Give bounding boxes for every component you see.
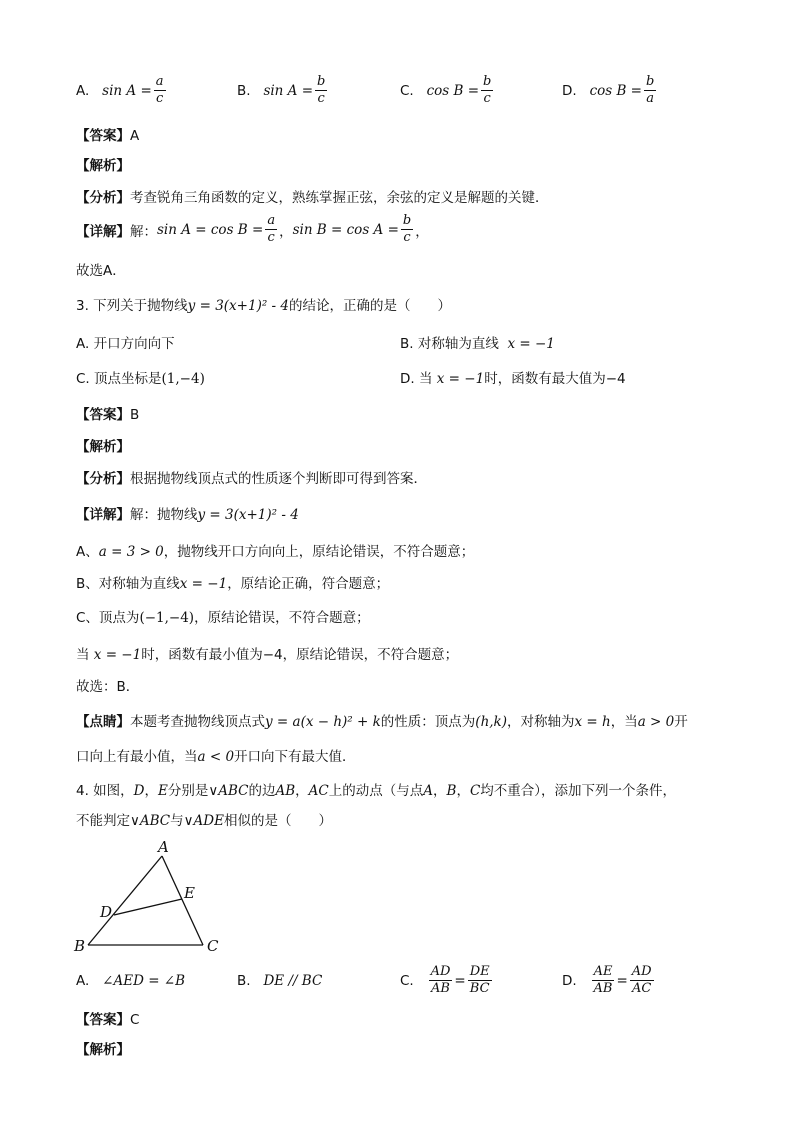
stem-text: ， [295, 783, 309, 799]
line-text: C、顶点为 [76, 610, 140, 626]
line-text: B、对称轴为直线 [76, 576, 180, 592]
stem-text: 上的动点（与点 [328, 783, 424, 799]
q4-stem-2 [76, 811, 332, 831]
q3-option-c [76, 369, 205, 389]
stem-text: ， [433, 783, 447, 799]
q3-stem [76, 296, 451, 316]
option-letter: C. [400, 82, 414, 99]
analysis-tag: 【解析】 [76, 1042, 130, 1058]
formula: a > 0 [637, 714, 675, 730]
fraction [468, 965, 492, 996]
label-b: B [74, 937, 86, 955]
fraction [265, 214, 277, 245]
fraction [315, 75, 327, 106]
option-text: B. 对称轴为直线 [400, 336, 499, 352]
xiangjie-prefix: 解： [130, 223, 157, 240]
label-e: E [184, 884, 195, 902]
dianjing-text: 口向上有最小值，当 [76, 749, 198, 765]
stem-text: 均不重合），添加下列一个条件， [480, 783, 677, 799]
q4-option-d [562, 965, 656, 996]
stem-text: 的边 [248, 783, 276, 799]
fenxi-tag: 【分析】 [76, 471, 130, 487]
numerator: AD [430, 964, 451, 979]
equals-sign: = [454, 972, 466, 989]
line-text: A、 [76, 544, 99, 560]
q2-option-d [562, 75, 658, 106]
q2-xiangjie [76, 214, 429, 245]
q2-option-c [400, 75, 495, 106]
dianjing-text: 本题考查抛物线顶点式 [130, 714, 265, 730]
q4-stem-1 [76, 781, 676, 801]
formula: D [133, 783, 145, 799]
fenxi-text: 考查锐角三角函数的定义，熟练掌握正弦，余弦的定义是解题的关键． [130, 190, 549, 206]
line-text: ，抛物线开口方向向上，原结论错误，不符合题意； [163, 544, 475, 560]
option-lhs: sin A = [263, 82, 314, 99]
formula: x = −1 [436, 371, 485, 387]
stem-text: ， [144, 783, 158, 799]
formula: C [469, 783, 481, 799]
answer-tag: 【答案】 [76, 1012, 130, 1028]
q3-line-d [76, 645, 458, 665]
fraction [592, 965, 615, 996]
fraction [429, 965, 453, 996]
formula: E [158, 783, 168, 799]
option-letter: B. [237, 973, 251, 989]
stem-text: 分别是 [167, 783, 209, 799]
q3-line-c [76, 608, 370, 628]
equals-sign: = [616, 972, 628, 989]
fraction [644, 75, 656, 106]
option-lhs: cos B = [426, 82, 480, 99]
answer-value: A [130, 128, 140, 144]
q3-line-a [76, 542, 474, 562]
stem-text: 4. 如图， [76, 783, 134, 799]
q3-xiangjie [76, 505, 299, 525]
analysis-tag: 【解析】 [76, 158, 130, 174]
fenxi-tag: 【分析】 [76, 190, 130, 206]
formula: DE // BC [263, 973, 323, 989]
formula: A [423, 783, 434, 799]
q3-conclusion [76, 677, 139, 697]
q2-option-b [237, 75, 329, 106]
numerator: b [646, 74, 655, 89]
line-text: ，原结论正确，符合题意； [227, 576, 390, 592]
formula: (h,k) [475, 714, 507, 730]
numerator: b [483, 74, 492, 89]
label-a: A [158, 838, 169, 856]
denominator: AB [431, 981, 450, 996]
q3-analysis-heading [76, 437, 130, 457]
formula: ∠AED = ∠B [102, 973, 186, 989]
q2-option-a [76, 75, 168, 106]
q3-option-d [400, 369, 626, 389]
separator: ， [415, 223, 429, 240]
conclusion-text: 故选：B． [76, 679, 140, 695]
q2-analysis-heading [76, 156, 130, 176]
denominator: c [483, 91, 491, 106]
answer-value: C [130, 1012, 140, 1028]
option-letter: D. [562, 82, 577, 99]
q3-fenxi [76, 469, 427, 489]
stem-text: ， [456, 783, 470, 799]
equation: sin A = cos B = [157, 221, 264, 238]
formula: AB [275, 783, 296, 799]
option-letter: B. [237, 82, 251, 99]
dianjing-text: 的性质：顶点为 [380, 714, 476, 730]
formula: B [446, 783, 457, 799]
stem-text: 3. 下列关于抛物线 [76, 298, 188, 314]
q3-line-b [76, 574, 389, 594]
denominator: AB [593, 981, 613, 996]
xiangjie-tag: 【详解】 [76, 507, 130, 523]
formula: x = −1 [507, 336, 555, 352]
xiangjie-tag: 【详解】 [76, 223, 130, 240]
numerator: AE [593, 964, 613, 979]
option-text: C. 顶点坐标是 [76, 371, 162, 387]
option-letter: A. [76, 82, 90, 99]
denominator: c [403, 230, 411, 245]
q2-conclusion [76, 261, 126, 281]
side-ac [162, 856, 203, 945]
q2-answer [76, 126, 139, 146]
q4-option-a [76, 973, 185, 989]
line-text: ，原结论错误，不符合题意； [194, 610, 370, 626]
option-lhs: cos B = [589, 82, 642, 99]
formula: x = −1 [179, 576, 228, 592]
q2-fenxi [76, 188, 549, 208]
separator: ， [279, 223, 293, 240]
formula: x = h [574, 714, 611, 730]
formula: x = −1 [93, 647, 142, 663]
fraction [401, 214, 413, 245]
numerator: b [317, 74, 326, 89]
fraction [154, 75, 166, 106]
analysis-tag: 【解析】 [76, 439, 130, 455]
formula: y = 3(x+1)² - 4 [187, 298, 289, 314]
xiangjie-text: 解：抛物线 [130, 507, 198, 523]
stem-text: 相似的是（ ） [223, 813, 332, 829]
q4-answer [76, 1010, 139, 1030]
formula: ∨ABC [208, 783, 249, 799]
numerator: a [155, 74, 164, 89]
option-text: D. 当 [400, 371, 433, 387]
option-letter: D. [562, 972, 577, 989]
formula: ∨ADE [183, 813, 224, 829]
formula: y = a(x − h)² + k [265, 714, 381, 730]
answer-tag: 【答案】 [76, 128, 130, 144]
fenxi-text: 根据抛物线顶点式的性质逐个判断即可得到答案． [130, 471, 427, 487]
q4-analysis-heading [76, 1040, 130, 1060]
conclusion-text: 故选A． [76, 263, 126, 279]
option-lhs: sin A = [102, 82, 152, 99]
fraction [630, 965, 654, 996]
formula: (1,−4) [161, 371, 205, 387]
label-c: C [207, 937, 219, 955]
q3-answer [76, 405, 139, 425]
option-text: A. 开口方向向下 [76, 336, 175, 352]
formula: ∨ABC [130, 813, 171, 829]
dianjing-tag: 【点睛】 [76, 714, 130, 730]
answer-tag: 【答案】 [76, 407, 130, 423]
dianjing-text: ，当 [610, 714, 638, 730]
dianjing-text: 开口向下有最大值． [234, 749, 356, 765]
stem-text: 的结论，正确的是（ ） [288, 298, 451, 314]
q3-option-b [400, 334, 555, 354]
denominator: c [317, 91, 325, 106]
dianjing-text: ，对称轴为 [507, 714, 575, 730]
numerator: DE [469, 964, 490, 979]
denominator: AC [632, 981, 652, 996]
option-letter: C. [400, 972, 414, 989]
numerator: AD [631, 964, 652, 979]
stem-text: 与 [170, 813, 184, 829]
formula: (−1,−4) [139, 610, 195, 626]
dianjing-text: 开 [674, 714, 688, 730]
numerator: b [402, 213, 412, 228]
line-text: 时，函数有最小值为−4，原结论错误，不符合题意； [141, 647, 459, 663]
q3-dianjing-2 [76, 747, 356, 767]
answer-value: B [130, 407, 140, 423]
formula: a < 0 [197, 749, 235, 765]
denominator: a [646, 91, 655, 106]
q3-dianjing-1 [76, 712, 688, 732]
formula: a = 3 > 0 [98, 544, 164, 560]
denominator: BC [469, 981, 490, 996]
formula: AC [308, 783, 329, 799]
triangle-figure [70, 836, 230, 961]
equation: sin B = cos A = [292, 221, 399, 238]
option-text: 时，函数有最大值为−4 [484, 371, 626, 387]
fraction [481, 75, 493, 106]
q3-option-a [76, 334, 175, 354]
option-letter: A. [76, 973, 90, 989]
label-d: D [100, 903, 113, 921]
numerator: a [267, 213, 276, 228]
q4-option-c [400, 965, 494, 996]
denominator: c [267, 230, 275, 245]
line-text: 当 [76, 647, 90, 663]
formula: y = 3(x+1)² - 4 [197, 507, 299, 523]
denominator: c [156, 91, 164, 106]
stem-text: 不能判定 [76, 813, 130, 829]
side-ab [88, 856, 162, 945]
q4-option-b [237, 973, 322, 989]
